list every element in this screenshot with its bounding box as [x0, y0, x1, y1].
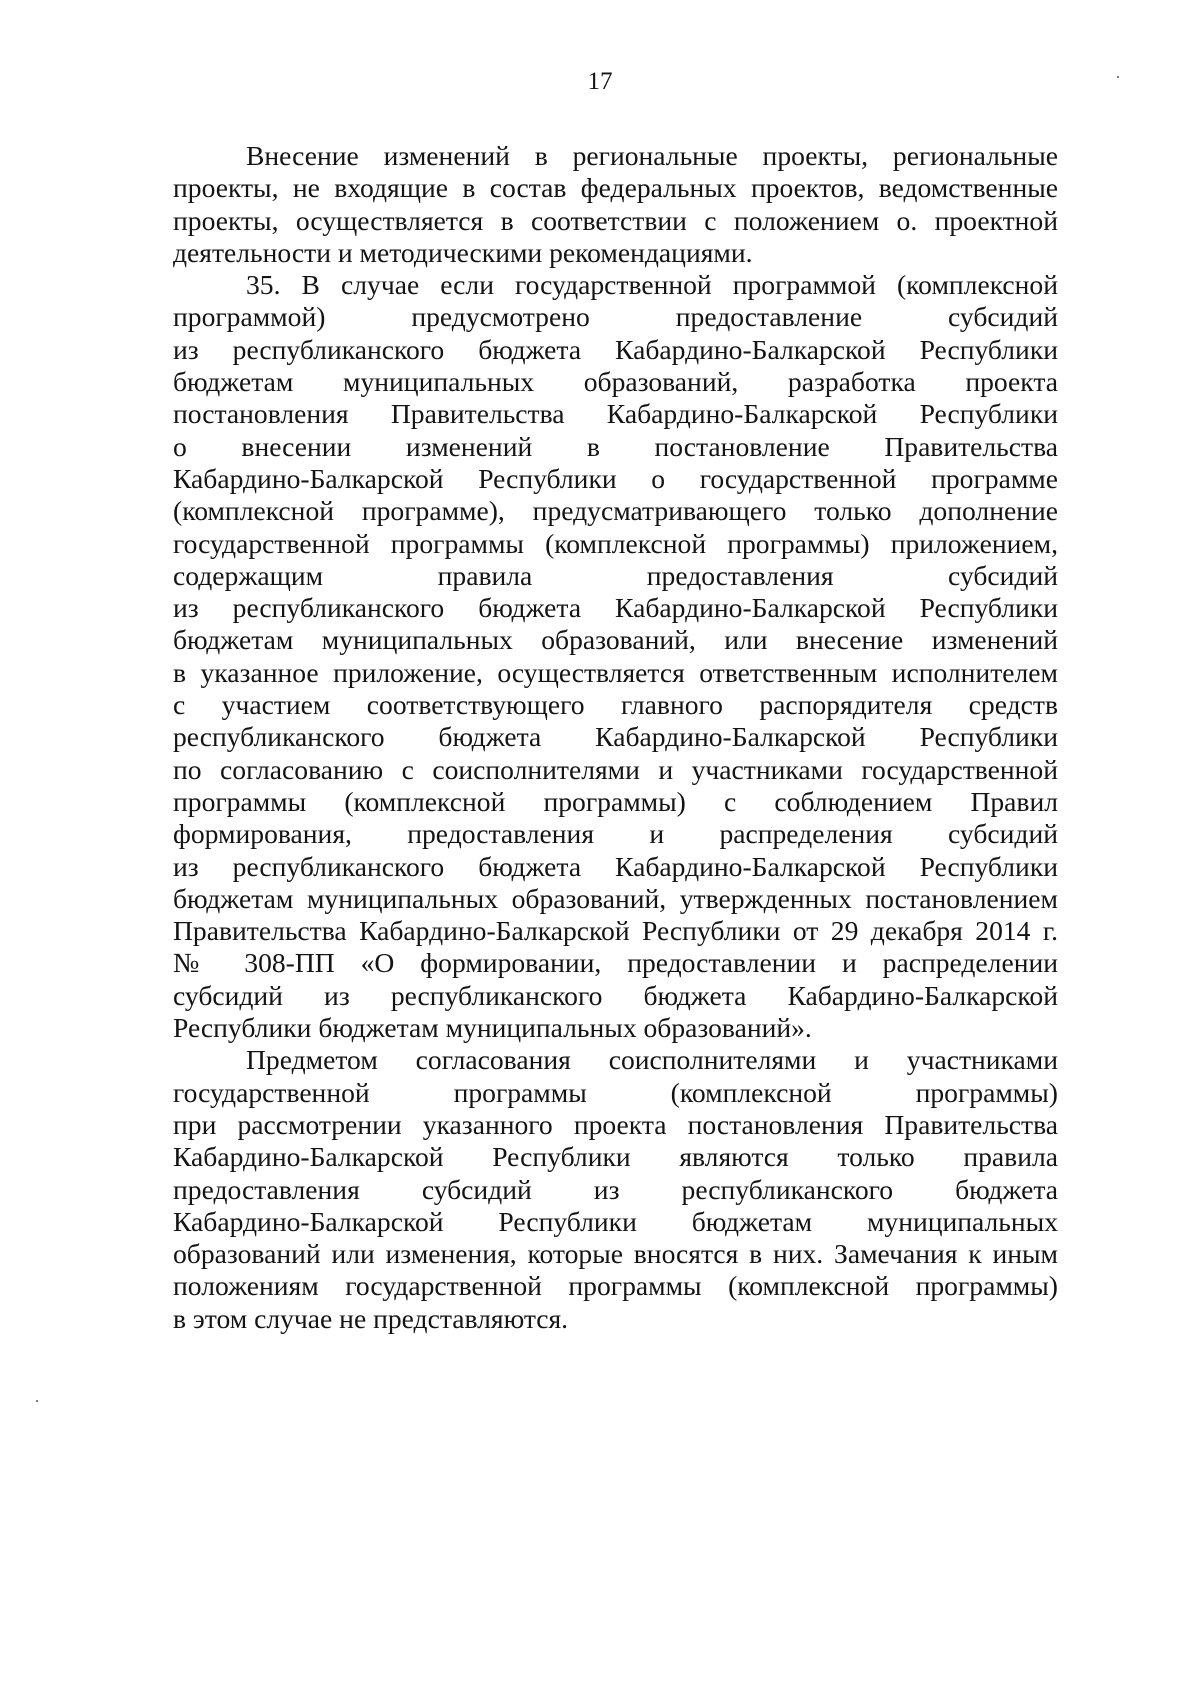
text-line: программой) предусмотрено предоставление субсидий: [173, 301, 1058, 333]
text-line: Внесение изменений в региональные проекты, региональные: [246, 140, 1058, 171]
text-line: Республики бюджетам муниципальных образований».: [173, 1012, 812, 1044]
page-number: 17: [587, 68, 613, 95]
text-line: проекты, не входящие в состав федеральных проектов, ведомственные: [173, 172, 1058, 204]
text-line: государственной программы (комплексной программы): [173, 1076, 1058, 1108]
text-line: Кабардино-Балкарской Республики бюджетам муниципальных: [173, 1205, 1058, 1237]
text-line: бюджетам муниципальных образований, разработка проекта: [173, 366, 1058, 398]
text-line: в указанное приложение, осуществляется ответственным исполнителем: [173, 656, 1058, 688]
text-line: по согласованию с соисполнителями и участниками государственной: [173, 753, 1058, 785]
text-line: (комплексной программе), предусматривающего только дополнение: [173, 495, 1058, 527]
text-line: республиканского бюджета Кабардино-Балкарской Республики: [173, 721, 1058, 753]
text-line: бюджетам муниципальных образований, утвержденных постановлением: [173, 882, 1058, 914]
text-line: содержащим правила предоставления субсидий: [173, 559, 1058, 591]
text-line: предоставления субсидий из республиканского бюджета: [173, 1173, 1058, 1205]
scan-speck: [1117, 76, 1119, 78]
text-line: № 308-ПП «О формировании, предоставлении и распределении: [173, 947, 1058, 979]
text-line: Кабардино-Балкарской Республики являются только правила: [173, 1141, 1058, 1173]
text-line: субсидий из республиканского бюджета Кабардино-Балкарской: [173, 979, 1058, 1011]
text-line: бюджетам муниципальных образований, или внесение изменений: [173, 624, 1058, 656]
paragraph-amendments: [173, 140, 1058, 269]
text-line: деятельности и методическими рекомендациями.: [173, 236, 753, 268]
text-line: Правительства Кабардино-Балкарской Республики от 29 декабря 2014 г.: [173, 915, 1058, 947]
text-line: Кабардино-Балкарской Республики о государственной программе: [173, 462, 1058, 494]
text-line: формирования, предоставления и распределения субсидий: [173, 818, 1058, 850]
text-line: с участием соответствующего главного распорядителя средств: [173, 689, 1058, 721]
text-line: проекты, осуществляется в соответствии с положением о. проектной: [173, 204, 1058, 236]
text-line: государственной программы (комплексной программы) приложением,: [173, 527, 1058, 559]
text-line: в этом случае не представляются.: [173, 1302, 569, 1334]
text-line: постановления Правительства Кабардино-Балкарской Республики: [173, 398, 1058, 430]
text-line: из республиканского бюджета Кабардино-Балкарской Республики: [173, 850, 1058, 882]
text-line: образований или изменения, которые вносятся в них. Замечания к иным: [173, 1238, 1058, 1270]
text-line: о внесении изменений в постановление Правительства: [173, 430, 1058, 462]
scan-speck: [36, 1400, 38, 1402]
text-line: при рассмотрении указанного проекта постановления Правительства: [173, 1108, 1058, 1140]
text-line: из республиканского бюджета Кабардино-Балкарской Республики: [173, 333, 1058, 365]
paragraph-approval-subject: [173, 1044, 1058, 1335]
text-line: программы (комплексной программы) с соблюдением Правил: [173, 785, 1058, 817]
text-line: 35. В случае если государственной программой (комплексной: [246, 269, 1058, 301]
text-line: положениям государственной программы (комплексной программы): [173, 1270, 1058, 1302]
body-text: [173, 140, 1058, 1335]
text-line: Предметом согласования соисполнителями и участниками: [246, 1044, 1058, 1076]
text-line: из республиканского бюджета Кабардино-Балкарской Республики: [173, 592, 1058, 624]
paragraph-item-35: [173, 269, 1058, 1044]
